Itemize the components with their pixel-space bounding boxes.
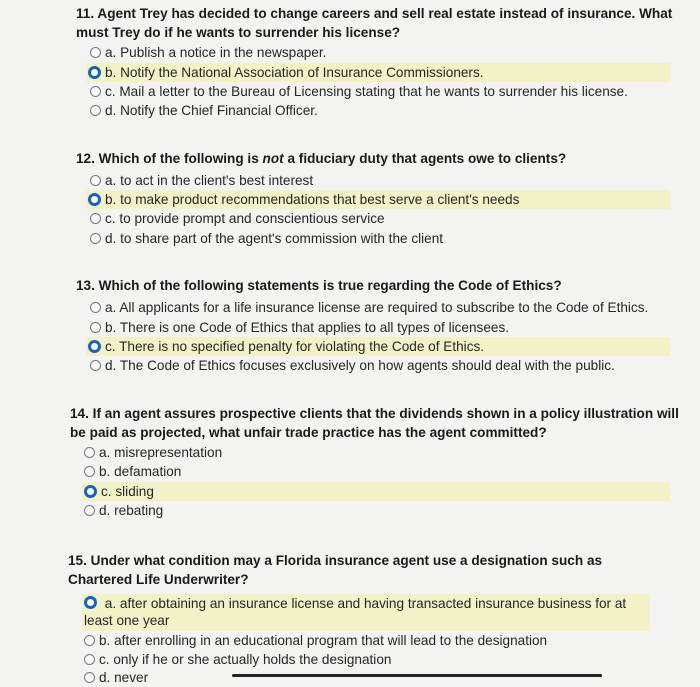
option-label: b. There is one Code of Ethics that applies to all types of licensees. (105, 320, 510, 335)
option-label: d. Notify the Chief Financial Officer. (105, 103, 318, 118)
option-15c[interactable] (84, 650, 424, 669)
option-13d[interactable] (90, 356, 650, 375)
option-11a[interactable] (90, 43, 327, 62)
question-stem: 14. If an agent assures prospective clients that the dividends shown in a policy illustration will be paid as projected, what unfair trade practice has the agent committed? (70, 406, 679, 440)
radio-button-selected[interactable] (88, 340, 101, 353)
radio-button[interactable] (90, 175, 101, 186)
option-12c[interactable] (90, 209, 400, 228)
option-12d[interactable] (90, 229, 460, 248)
question-stem: 11. Agent Trey has decided to change careers and sell real estate instead of insurance. What must Trey do if he wants to surrender his license? (76, 6, 673, 40)
option-label: c. to provide prompt and conscientious service (105, 211, 385, 226)
option-13a[interactable] (90, 298, 670, 317)
option-11c[interactable] (90, 82, 650, 101)
option-label: d. rebating (99, 503, 164, 518)
radio-button-selected[interactable] (84, 485, 97, 498)
radio-button[interactable] (90, 322, 101, 333)
option-12a[interactable] (90, 171, 330, 190)
stem-emphasis: not (262, 151, 284, 166)
question-stem: 15. Under what condition may a Florida insurance agent use a designation such as Chartered Life Underwriter? (68, 553, 603, 587)
radio-button-selected[interactable] (84, 596, 97, 609)
option-14b[interactable] (84, 462, 234, 481)
question-12 (76, 149, 676, 168)
radio-button[interactable] (90, 360, 101, 371)
radio-button[interactable] (90, 233, 101, 244)
radio-button[interactable] (84, 466, 95, 477)
option-13c[interactable] (86, 337, 670, 356)
option-11d[interactable] (90, 101, 330, 120)
option-label: c. There is no specified penalty for violating the Code of Ethics. (105, 339, 485, 354)
option-15a[interactable] (82, 594, 650, 631)
radio-button[interactable] (90, 105, 101, 116)
question-stem: 13. Which of the following statements is true regarding the Code of Ethics? (76, 278, 562, 293)
option-label: a. misrepresentation (99, 445, 223, 460)
question-14 (70, 404, 680, 442)
radio-button[interactable] (90, 47, 101, 58)
option-label: a. All applicants for a life insurance license are required to subscribe to the Code of Ethics. (105, 300, 649, 315)
option-14c[interactable] (82, 482, 670, 501)
radio-button-selected[interactable] (88, 66, 101, 79)
option-label: a. after obtaining an insurance license and having transacted insurance business for at least one year (84, 596, 627, 628)
option-14d[interactable] (84, 501, 234, 520)
option-label: c. sliding (101, 484, 154, 499)
page-edge-bar (232, 674, 602, 677)
option-label: b. defamation (99, 464, 182, 479)
option-label: c. only if he or she actually holds the designation (99, 652, 392, 667)
option-label: d. to share part of the agent's commission with the client (105, 231, 444, 246)
radio-button[interactable] (84, 635, 95, 646)
option-label: b. Notify the National Association of Insurance Commissioners. (105, 65, 484, 80)
question-11 (76, 4, 676, 42)
option-label: b. to make product recommendations that best serve a client's needs (105, 192, 520, 207)
stem-part: 12. Which of the following is (76, 151, 263, 166)
option-11b[interactable] (86, 63, 670, 82)
option-12b[interactable] (86, 190, 670, 209)
option-15d[interactable] (84, 668, 184, 687)
option-label: a. Publish a notice in the newspaper. (105, 45, 327, 60)
radio-button[interactable] (90, 86, 101, 97)
radio-button[interactable] (84, 505, 95, 516)
option-14a[interactable] (84, 443, 264, 462)
radio-button[interactable] (84, 447, 95, 458)
question-13 (76, 276, 676, 295)
radio-button[interactable] (84, 654, 95, 665)
question-15 (68, 551, 638, 589)
option-label: d. never (99, 670, 149, 685)
option-label: a. to act in the client's best interest (105, 173, 314, 188)
option-label: c. Mail a letter to the Bureau of Licensing stating that he wants to surrender his license. (105, 84, 628, 99)
option-label: b. after enrolling in an educational program that will lead to the designation (99, 633, 548, 648)
radio-button[interactable] (90, 302, 101, 313)
radio-button-selected[interactable] (88, 193, 101, 206)
option-label: d. The Code of Ethics focuses exclusively on how agents should deal with the public. (105, 358, 615, 373)
option-13b[interactable] (90, 318, 530, 337)
stem-part: a fiduciary duty that agents owe to clients? (283, 151, 567, 166)
question-stem (76, 149, 676, 168)
radio-button[interactable] (84, 672, 95, 683)
option-15b[interactable] (84, 631, 584, 650)
radio-button[interactable] (90, 213, 101, 224)
